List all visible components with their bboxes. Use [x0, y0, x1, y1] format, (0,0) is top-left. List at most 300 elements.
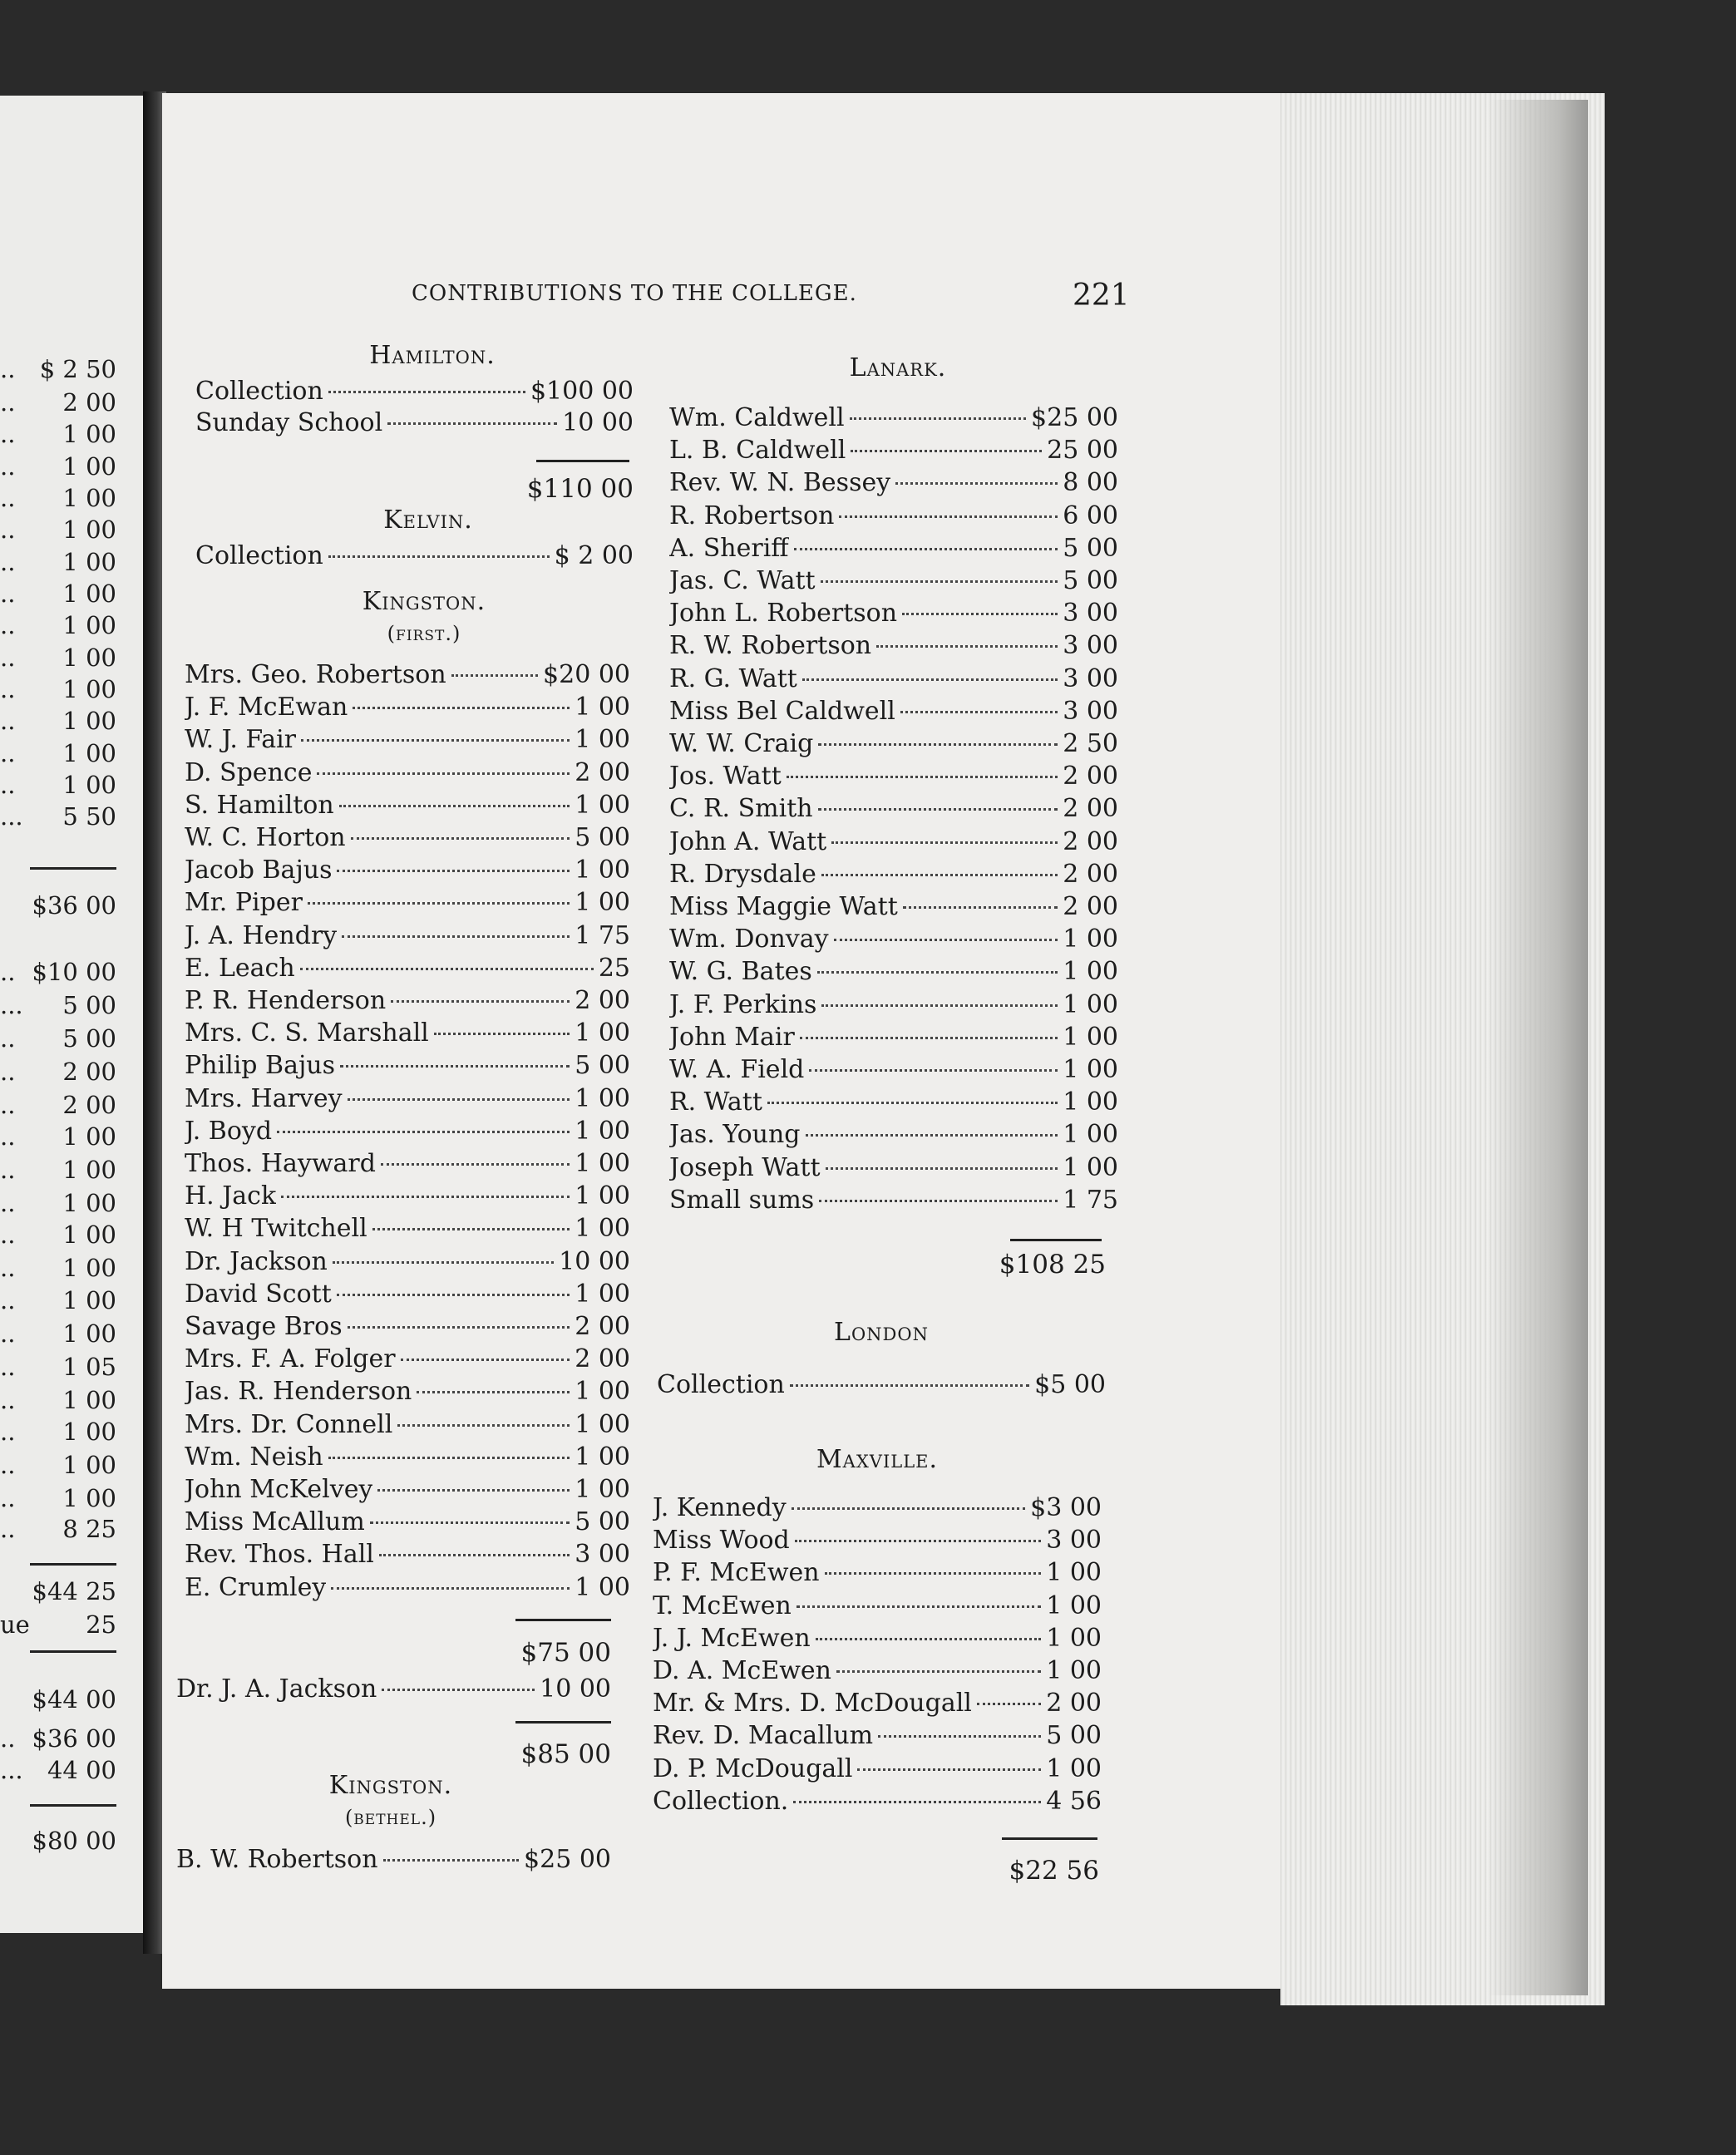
contribution-entry — [653, 1720, 1102, 1752]
left-page-row — [0, 956, 116, 988]
left-page-row-leader: ... — [0, 991, 23, 1019]
dot-leader — [331, 1587, 570, 1590]
contributor-name: R. G. Watt — [669, 663, 797, 693]
left-page-row-leader: .. — [0, 355, 16, 383]
contribution-amount: 1 00 — [575, 1214, 630, 1244]
dot-leader — [353, 707, 570, 709]
dot-leader — [821, 874, 1058, 876]
left-page-row — [0, 1449, 116, 1481]
contributor-name: Miss McAllum — [185, 1507, 365, 1537]
dot-leader — [793, 1801, 1041, 1803]
section-title-kingston-first: Kingston. — [362, 587, 486, 616]
contribution-entry — [669, 924, 1118, 955]
contributor-name: Sunday School — [195, 408, 383, 437]
contributor-name: Mrs. F. A. Folger — [185, 1344, 396, 1374]
left-page-row-leader: .. — [0, 1254, 16, 1282]
left-page-row — [0, 1609, 116, 1640]
dot-leader — [342, 935, 570, 938]
contribution-entry — [669, 501, 1118, 532]
left-page-row — [0, 1318, 116, 1349]
contribution-entry — [669, 1119, 1118, 1151]
contributor-name: John L. Robertson — [669, 599, 898, 629]
contribution-amount: 1 00 — [1063, 1022, 1118, 1052]
contribution-entry — [653, 1557, 1102, 1589]
contribution-amount: 3 00 — [1063, 696, 1118, 726]
contribution-entry — [669, 435, 1118, 466]
contribution-amount: $100 00 — [530, 377, 634, 406]
contribution-amount: 1 00 — [575, 1475, 630, 1504]
left-page-row — [0, 1576, 116, 1607]
dot-leader — [806, 1134, 1058, 1137]
contribution-amount: 1 00 — [1046, 1590, 1102, 1620]
left-page-row-amount: 2 00 — [62, 388, 116, 417]
page-edge-shadow — [1488, 100, 1588, 1995]
contribution-entry — [185, 1572, 630, 1604]
left-page-row-leader: .. — [0, 644, 16, 672]
left-page-row-amount: 2 00 — [62, 1058, 116, 1086]
left-page-row-amount: 1 00 — [62, 579, 116, 608]
contribution-amount: 1 00 — [575, 1181, 630, 1211]
left-page-row — [0, 578, 116, 609]
left-page-row — [0, 801, 116, 832]
contribution-entry — [669, 761, 1118, 792]
contributor-name: W. G. Bates — [669, 957, 812, 987]
contributor-name: J. F. Perkins — [669, 989, 817, 1019]
contribution-entry — [669, 891, 1118, 923]
left-page-row-amount: 1 00 — [62, 515, 116, 544]
contributor-name: Dr. J. A. Jackson — [176, 1674, 377, 1704]
dot-leader — [851, 450, 1042, 452]
left-page-row — [0, 451, 116, 482]
left-page-rule — [30, 1563, 116, 1566]
dot-leader — [397, 1424, 570, 1427]
dot-leader — [383, 1859, 519, 1862]
contribution-amount: 1 00 — [1063, 1120, 1118, 1150]
contribution-entry — [176, 1674, 611, 1705]
dot-leader — [834, 939, 1058, 941]
left-page-row-leader: .. — [0, 1189, 16, 1217]
dot-leader — [795, 1540, 1041, 1542]
left-page-row-leader: .. — [0, 1221, 16, 1249]
contribution-amount: 2 00 — [575, 1344, 630, 1374]
left-page-row-leader: .. — [0, 1058, 16, 1086]
contribution-entry — [185, 822, 630, 854]
contribution-amount: 2 00 — [1063, 826, 1118, 856]
contributor-name: C. R. Smith — [669, 794, 813, 824]
left-page-row-leader: ... — [0, 802, 23, 831]
contributor-name: R. Robertson — [669, 501, 835, 530]
dot-leader — [308, 902, 570, 905]
dot-leader — [809, 1069, 1058, 1072]
contribution-entry — [185, 1018, 630, 1049]
left-page-row-amount: 1 00 — [62, 420, 116, 448]
dot-leader — [379, 1554, 570, 1556]
contribution-entry — [185, 1181, 630, 1212]
contribution-entry — [669, 989, 1118, 1021]
contribution-entry — [185, 1507, 630, 1538]
left-page-row — [0, 890, 116, 921]
contribution-entry — [653, 1590, 1102, 1622]
contributor-name: A. Sheriff — [669, 533, 789, 563]
contribution-amount: 25 — [598, 953, 630, 983]
contribution-amount: 1 00 — [1063, 1087, 1118, 1117]
contributor-name: P. R. Henderson — [185, 986, 387, 1015]
left-page-row-leader: .. — [0, 675, 16, 703]
contributor-name: W. A. Field — [669, 1055, 805, 1084]
contribution-amount: 1 00 — [1063, 925, 1118, 954]
dot-leader — [792, 1507, 1025, 1510]
dot-leader — [802, 678, 1058, 681]
dot-leader — [821, 1004, 1058, 1007]
left-page-row — [0, 1482, 116, 1514]
left-page-row-amount: 1 00 — [62, 1286, 116, 1314]
dot-leader — [277, 1131, 570, 1133]
dot-leader — [790, 1384, 1029, 1387]
section-title-kelvin: Kelvin. — [383, 505, 473, 535]
section-title-hamilton: Hamilton. — [369, 341, 496, 370]
dot-leader — [900, 711, 1058, 713]
contributor-name: Joseph Watt — [669, 1152, 821, 1182]
contribution-entry — [669, 467, 1118, 499]
dot-leader — [340, 1065, 570, 1068]
maxville-total: $22 56 — [1009, 1856, 1099, 1886]
contribution-amount: 6 00 — [1063, 501, 1118, 530]
left-page-rule — [30, 1650, 116, 1653]
contribution-entry — [185, 855, 630, 886]
contribution-amount: 1 00 — [575, 790, 630, 820]
dot-leader — [382, 1689, 535, 1691]
contribution-entry — [185, 1311, 630, 1343]
left-page-row — [0, 1252, 116, 1284]
left-page-row-amount: $80 00 — [32, 1827, 116, 1855]
contributor-name: R. Watt — [669, 1087, 762, 1117]
left-page-row-leader: .. — [0, 1418, 16, 1446]
dot-leader — [817, 971, 1058, 974]
contribution-amount: 4 56 — [1046, 1786, 1102, 1816]
contribution-entry — [195, 407, 634, 439]
dot-leader — [836, 1670, 1041, 1673]
left-page-row-leader: .. — [0, 1484, 16, 1512]
left-page-row-amount: 1 05 — [62, 1353, 116, 1381]
left-page-row-amount: 1 00 — [62, 1451, 116, 1479]
contribution-amount: 10 00 — [559, 1246, 630, 1276]
contributor-name: Jas. C. Watt — [669, 566, 816, 595]
left-page-row-leader: .. — [0, 1156, 16, 1184]
contributor-name: Collection. — [653, 1786, 789, 1816]
dot-leader — [878, 1735, 1041, 1738]
contributor-name: J. A. Hendry — [185, 920, 338, 950]
left-page-row — [0, 1285, 116, 1316]
left-page-row-amount: 1 00 — [62, 1319, 116, 1348]
contribution-amount: 1 00 — [575, 1377, 630, 1407]
left-page-row-amount: $44 25 — [32, 1577, 116, 1605]
contribution-amount: 3 00 — [575, 1540, 630, 1570]
contribution-entry — [669, 696, 1118, 727]
left-page-row-leader: .. — [0, 1024, 16, 1053]
contribution-entry — [669, 1022, 1118, 1053]
left-page-row-leader: .. — [0, 1724, 16, 1753]
dot-leader — [337, 1294, 570, 1296]
contributor-name: Wm. Caldwell — [669, 403, 845, 432]
contributor-name: D. Spence — [185, 757, 313, 787]
contribution-entry — [185, 757, 630, 789]
contribution-amount: 3 00 — [1063, 663, 1118, 693]
left-page-row-amount: 1 00 — [62, 644, 116, 672]
contributor-name: W. W. Craig — [669, 729, 814, 758]
left-page-row-amount: 1 00 — [62, 675, 116, 703]
contribution-entry — [653, 1688, 1102, 1719]
contribution-amount: 1 00 — [575, 1083, 630, 1113]
left-page-row-leader: .. — [0, 611, 16, 639]
total-rule — [1002, 1837, 1097, 1840]
dot-leader — [300, 968, 594, 970]
dot-leader — [821, 580, 1058, 583]
dot-leader — [826, 1167, 1058, 1170]
contributor-name: Thos. Hayward — [185, 1149, 376, 1178]
dot-leader — [876, 645, 1058, 648]
contribution-entry — [185, 953, 630, 984]
contributor-name: Small sums — [669, 1185, 815, 1215]
contribution-amount: 5 00 — [575, 823, 630, 852]
contribution-entry — [185, 1279, 630, 1310]
dot-leader — [401, 1359, 570, 1361]
contributor-name: Savage Bros — [185, 1312, 343, 1341]
contribution-entry — [185, 920, 630, 952]
left-page-row-amount: $36 00 — [32, 1724, 116, 1753]
left-page-row-leader: .. — [0, 548, 16, 576]
contributor-name: Wm. Donvay — [669, 925, 829, 954]
left-page-row — [0, 546, 116, 578]
left-page-rule — [30, 1804, 116, 1807]
contribution-entry — [185, 659, 630, 691]
contribution-amount: 3 00 — [1063, 631, 1118, 661]
left-page-row-amount: 1 00 — [62, 611, 116, 639]
left-page-row-amount: $44 00 — [32, 1685, 116, 1714]
contributor-name: Rev. W. N. Bessey — [669, 468, 891, 498]
contribution-amount: 1 00 — [575, 888, 630, 918]
contribution-amount: 1 00 — [575, 725, 630, 755]
contribution-amount: 3 00 — [1046, 1526, 1102, 1556]
dot-leader — [351, 837, 570, 840]
left-page-row-amount: 5 50 — [62, 802, 116, 831]
left-page-row — [0, 1684, 116, 1715]
contributor-name: L. B. Caldwell — [669, 436, 846, 466]
total-rule — [536, 460, 629, 462]
left-page-row-leader: .. — [0, 1091, 16, 1119]
contributor-name: J. Boyd — [185, 1116, 273, 1146]
total-rule — [1010, 1239, 1102, 1241]
contribution-entry — [669, 1054, 1118, 1086]
contribution-entry — [657, 1369, 1106, 1401]
contributor-name: P. F. McEwen — [653, 1558, 820, 1588]
contribution-entry — [653, 1655, 1102, 1687]
contribution-entry — [185, 1409, 630, 1441]
left-page-row — [0, 1513, 116, 1545]
contribution-entry — [185, 1539, 630, 1571]
contributor-name: H. Jack — [185, 1181, 277, 1211]
contribution-amount: $5 00 — [1034, 1370, 1106, 1399]
contribution-amount: 1 00 — [575, 1149, 630, 1178]
contributor-name: Jos. Watt — [669, 762, 782, 791]
kingston-total: $85 00 — [520, 1739, 611, 1769]
section-title-kingston-bethel: Kingston. — [328, 1771, 453, 1800]
dot-leader — [281, 1196, 570, 1198]
contribution-entry — [185, 692, 630, 723]
contribution-entry — [669, 728, 1118, 760]
contribution-entry — [669, 663, 1118, 695]
contributor-name: Rev. D. Macallum — [653, 1721, 874, 1751]
page-number: 221 — [1073, 279, 1130, 313]
left-page-row-leader: ... — [0, 1756, 23, 1784]
left-page-row-amount: 1 00 — [62, 739, 116, 767]
left-page-row — [0, 1154, 116, 1186]
contribution-amount: 1 00 — [1046, 1558, 1102, 1588]
total-rule — [515, 1721, 611, 1724]
dot-leader — [831, 841, 1058, 844]
contribution-amount: 1 00 — [1063, 989, 1118, 1019]
dot-leader — [337, 870, 570, 872]
dot-leader — [800, 1037, 1058, 1039]
dot-leader — [333, 1261, 554, 1264]
left-page-row-leader: .. — [0, 1515, 16, 1543]
dot-leader — [767, 1102, 1058, 1104]
dot-leader — [417, 1391, 570, 1393]
left-page-row-leader: .. — [0, 1386, 16, 1414]
contribution-entry — [669, 793, 1118, 825]
contributor-name: Wm. Neish — [185, 1442, 323, 1472]
contributor-name: Miss Maggie Watt — [669, 892, 898, 921]
contribution-entry — [669, 859, 1118, 890]
contributor-name: W. H Twitchell — [185, 1214, 367, 1244]
contributor-name: J. J. McEwen — [653, 1623, 811, 1653]
left-page-row-amount: $ 2 50 — [39, 355, 116, 383]
left-page-row-amount: 1 00 — [62, 1484, 116, 1512]
contributor-name: Jas. Young — [669, 1120, 801, 1150]
left-page-row — [0, 482, 116, 514]
contributor-name: W. J. Fair — [185, 725, 297, 755]
contribution-amount: $25 00 — [1031, 403, 1118, 432]
left-page-row-amount: 1 00 — [62, 1122, 116, 1151]
contribution-amount: $25 00 — [524, 1845, 611, 1874]
contribution-amount: 5 00 — [1046, 1721, 1102, 1751]
left-page-row-amount: 44 00 — [47, 1756, 116, 1784]
contribution-entry — [185, 1376, 630, 1408]
contribution-amount: 1 00 — [575, 1442, 630, 1472]
dot-leader — [787, 776, 1058, 778]
contribution-amount: 2 00 — [1063, 794, 1118, 824]
left-page-row — [0, 737, 116, 769]
dot-leader — [816, 1638, 1041, 1640]
contribution-amount: 1 00 — [575, 1279, 630, 1309]
left-page-row-leader: ue — [0, 1610, 30, 1639]
contribution-entry — [185, 1050, 630, 1082]
left-page-row-amount: 1 00 — [62, 484, 116, 512]
dot-leader — [377, 1489, 570, 1492]
left-page-row-amount: 8 25 — [62, 1515, 116, 1543]
contributor-name: J. Kennedy — [653, 1493, 787, 1522]
left-page-row — [0, 1416, 116, 1447]
left-page-row — [0, 1089, 116, 1121]
contribution-amount: 5 00 — [575, 1051, 630, 1081]
lanark-total: $108 25 — [999, 1250, 1106, 1280]
contribution-entry — [195, 540, 634, 572]
contribution-amount: 10 00 — [540, 1674, 611, 1704]
left-page-row-amount: 5 00 — [62, 1024, 116, 1053]
contribution-entry — [185, 1474, 630, 1506]
left-page-row-leader: .. — [0, 1122, 16, 1151]
facing-left-page — [0, 96, 143, 1933]
contribution-amount: 5 00 — [575, 1507, 630, 1537]
section-subtitle-bethel: (bethel.) — [344, 1806, 437, 1829]
dot-leader — [794, 548, 1058, 550]
left-page-row-amount: 1 00 — [62, 548, 116, 576]
contribution-amount: 1 00 — [1046, 1623, 1102, 1653]
contribution-entry — [653, 1525, 1102, 1556]
dot-leader — [895, 482, 1058, 485]
contributor-name: Mrs. C. S. Marshall — [185, 1018, 429, 1048]
left-page-row — [0, 1723, 116, 1754]
left-page-row — [0, 1384, 116, 1416]
dot-leader — [902, 613, 1058, 615]
contributor-name: S. Hamilton — [185, 790, 334, 820]
contribution-entry — [669, 1087, 1118, 1118]
left-page-row-leader: .. — [0, 1451, 16, 1479]
dot-leader — [328, 555, 550, 558]
left-page-row-leader: .. — [0, 707, 16, 735]
contribution-amount: 2 00 — [1046, 1689, 1102, 1719]
left-page-row — [0, 1023, 116, 1054]
left-page-row-amount: $10 00 — [32, 958, 116, 986]
left-page-row — [0, 609, 116, 641]
contribution-entry — [185, 790, 630, 821]
contribution-amount: $3 00 — [1030, 1493, 1102, 1522]
left-page-row-leader: .. — [0, 420, 16, 448]
contributor-name: W. C. Horton — [185, 823, 346, 852]
left-page-row-amount: 1 00 — [62, 1189, 116, 1217]
left-page-row — [0, 418, 116, 450]
dot-leader — [348, 1098, 570, 1101]
contribution-entry — [669, 402, 1118, 434]
contribution-amount: $20 00 — [543, 660, 630, 689]
contribution-entry — [653, 1753, 1102, 1785]
contribution-amount: 1 00 — [1046, 1656, 1102, 1685]
contributor-name: J. F. McEwan — [185, 693, 348, 722]
section-title-london: London — [834, 1318, 929, 1347]
dot-leader — [328, 391, 525, 393]
contribution-amount: 1 00 — [1063, 957, 1118, 987]
left-page-row-leader: .. — [0, 739, 16, 767]
left-page-row — [0, 1825, 116, 1857]
contribution-amount: 2 00 — [575, 757, 630, 787]
left-page-row-leader: .. — [0, 771, 16, 799]
left-page-row-leader: .. — [0, 579, 16, 608]
left-page-row — [0, 705, 116, 737]
dot-leader — [391, 1000, 570, 1003]
contribution-entry — [653, 1492, 1102, 1524]
contributor-name: Jacob Bajus — [185, 856, 333, 885]
contributor-name: Miss Bel Caldwell — [669, 696, 895, 726]
running-header: CONTRIBUTIONS TO THE COLLEGE. — [412, 281, 857, 306]
contribution-entry — [176, 1844, 611, 1876]
contributor-name: Mrs. Geo. Robertson — [185, 660, 446, 689]
contribution-amount: 2 00 — [1063, 892, 1118, 921]
contribution-entry — [669, 1185, 1118, 1216]
contribution-entry — [669, 565, 1118, 597]
contributor-name: Philip Bajus — [185, 1051, 335, 1081]
contributor-name: Collection — [195, 377, 323, 406]
dot-leader — [857, 1768, 1041, 1771]
dot-leader — [301, 739, 570, 742]
